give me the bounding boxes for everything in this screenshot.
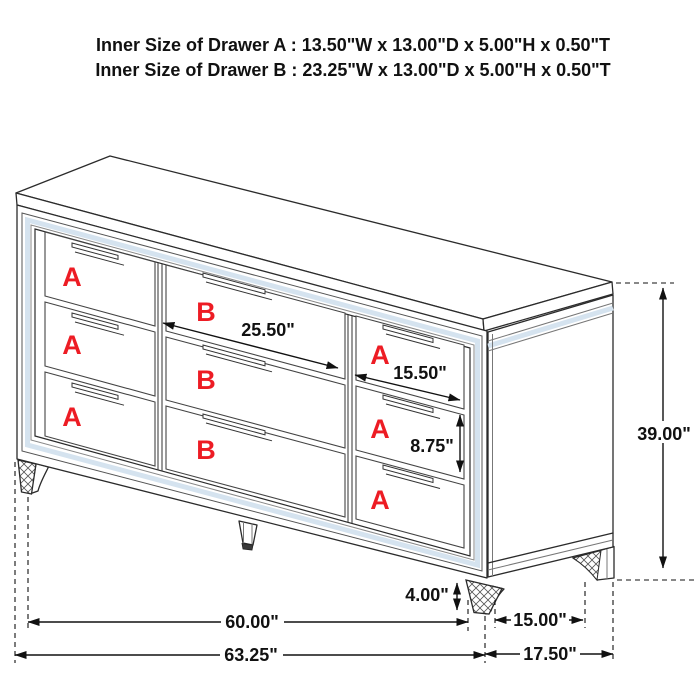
dim-label-60-00: 60.00" bbox=[225, 612, 279, 632]
dim-label-8-75: 8.75" bbox=[410, 436, 454, 456]
dim-overall-depth bbox=[485, 644, 613, 664]
dim-overall-height bbox=[635, 288, 694, 568]
label-drawer-b: B bbox=[196, 365, 216, 395]
leg-body bbox=[466, 580, 502, 614]
dim-label-25-50: 25.50" bbox=[241, 320, 295, 340]
label-drawer-a: A bbox=[62, 262, 82, 292]
label-drawer-a: A bbox=[62, 402, 82, 432]
dim-leg-span-depth bbox=[495, 610, 583, 630]
dim-overall-width bbox=[15, 645, 485, 665]
dim-leg-span-width bbox=[28, 612, 468, 632]
header-drawer-b-size: Inner Size of Drawer B : 23.25"W x 13.00"D x 5.00"H x 0.50"T bbox=[95, 60, 611, 80]
label-drawer-a: A bbox=[62, 330, 82, 360]
leg-middle bbox=[239, 521, 257, 550]
dim-label-15-50: 15.50" bbox=[393, 363, 447, 383]
dim-label-39-00: 39.00" bbox=[637, 424, 691, 444]
label-drawer-a: A bbox=[370, 485, 390, 515]
dim-label-17-50: 17.50" bbox=[523, 644, 577, 664]
label-drawer-a: A bbox=[370, 414, 390, 444]
dim-label-4-00: 4.00" bbox=[405, 585, 449, 605]
label-drawer-b: B bbox=[196, 435, 216, 465]
dim-label-63-25: 63.25" bbox=[224, 645, 278, 665]
dim-label-15-00: 15.00" bbox=[513, 610, 567, 630]
side-panel-right bbox=[488, 295, 613, 577]
leg-front-right bbox=[466, 580, 504, 614]
header-drawer-a-size: Inner Size of Drawer A : 13.50"W x 13.00"D x 5.00"H x 0.50"T bbox=[95, 35, 611, 55]
label-drawer-b: B bbox=[196, 297, 216, 327]
leg-foot bbox=[242, 544, 253, 551]
label-drawer-a: A bbox=[370, 340, 390, 370]
dim-leg-height bbox=[402, 583, 457, 610]
